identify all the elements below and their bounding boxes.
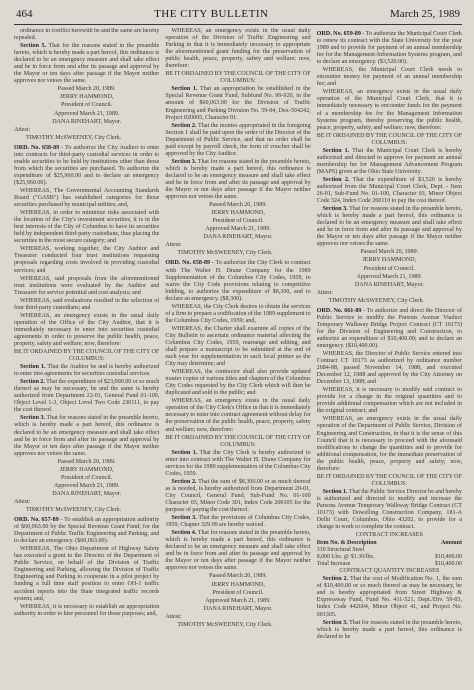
column-paragraph: JERRY HAMMOND, — [211, 581, 265, 588]
column-paragraph: Section 1. That an appropriation be established in the Special Revenue Grant Fund, Subfund No. 99-920, in the amount of $60,063.00 for the Division of Traffic Engineering and Parking Division No. 59-04, Dex-594242, Project 020005, Character 01. — [165, 86, 311, 121]
column-paragraph: WHEREAS, in order to minimize risks associated with the location of the City's investment securities, it is in the best interests of the City of Columbus to have its securities held by independent third-party custodians, thus placing the securities in the most secure category; and — [14, 210, 160, 245]
column-paragraph: WHEREAS, an emergency exists in the usual daily operation of the City Clerk's Office in that it is immediately necessary to enter into contract agreement without delay for the preservation of the public health, peace, property, safety and welfare; now, therefore: — [165, 398, 311, 433]
column-paragraph: Attest: — [14, 126, 31, 133]
column-paragraph: Approved March 21, 1989. — [356, 273, 423, 280]
column-paragraph: Section 1. That the Auditor be and is hereby authorized to enter into agreements for securities custodial services. — [14, 364, 160, 378]
table-row — [317, 561, 462, 568]
column-paragraph: President of Council. — [61, 102, 113, 109]
publication-title: THE CITY BULLETIN — [154, 8, 269, 20]
column-paragraph: TIMOTHY McSWEENEY, City Clerk. — [26, 507, 122, 513]
column-3 — [317, 28, 462, 680]
column-paragraph: ordinance in conflict herewith be and the same are hereby repealed. — [14, 28, 160, 42]
column-paragraph: WHEREAS, the Director of Public Service entered into Contract CT 10173 as authorized by ordinance number 2684-88, passed November 14, 1988, and executed December 12, 1988 and approved by the City Attorney on December 13, 1988; and — [316, 351, 462, 386]
table-cell: Total Increase — [316, 561, 351, 568]
column-paragraph: WHEREAS, the City Clerk desires to obtain the services of a firm to prepare a codification of the 1989 supplement to the Columbus City Codes, 1959; and, — [165, 303, 311, 324]
column-paragraph: Section 2. That the cost of Modification No. 1, the sum of $10,400.00 or so much thereof as may be necessary, be and is hereby appropriated from Street Highway & Expressway Fund, Fund No. 411-521, Dept./Div. 59-03, Index Code 442604, Minor Object 41, and Project No. 001305. — [316, 576, 462, 618]
column-paragraph: Approved March 21, 1989. — [205, 597, 271, 604]
column-paragraph: ORD. No. 661-89 - To authorize and direct the Director of Public Service to modify the Parsons Avenue Viaduct Temporary Walkway Bridge Project Contract (CT 10173) for the Division of Engineering and Construction, to authorize an expenditure of $10,400.00; and to declare an emergency. ($10,400.00). — [316, 307, 462, 349]
column-paragraph: CONTRACT QUANTITY INCREASES — [339, 568, 440, 575]
column-paragraph: WHEREAS, said evaluations resulted in the selection of four third-party custodians; and — [14, 297, 160, 311]
column-paragraph: WHEREAS, the Municipal Court Clerk needs to encounter money for payment of an annual membership fee; and — [316, 67, 462, 88]
table-cell: 310 Structural Steel — [316, 547, 365, 554]
column-paragraph: Attest: — [316, 289, 333, 296]
column-paragraph: Approved March 21, 1989. — [205, 226, 271, 233]
column-paragraph: Attest: — [165, 613, 182, 620]
column-paragraph: Attest: — [14, 498, 31, 505]
column-paragraph: Section 3. That for reasons stated in the preamble hereto, which is hereby made a part hereof, this ordinance is declared to be — [316, 619, 462, 640]
column-paragraph: DANA RINEHART, Mayor. — [52, 490, 122, 497]
column-paragraph: WHEREAS, the contractor shall also provide updated master copies of various titles and chapters of the Columbus City Codes requested by the City Clerk which will then be duplicated and sold to the public; and — [165, 369, 311, 397]
text-columns — [14, 28, 462, 680]
column-paragraph: Passed March 20, 1989. — [57, 458, 116, 465]
column-paragraph: President of Council. — [61, 474, 113, 481]
column-paragraph: Section 5. That for the reasons stated in the preamble hereto, which is hereby made a part hereof, this ordinance is declared to be an emergency measure and shall take effect and be in force from and after its passage and approval by the Mayor or ten days after passage if the Mayor neither approves nor vetoes the same. — [14, 43, 160, 85]
column-paragraph: Approved March 21, 1989. — [53, 482, 120, 489]
column-paragraph: WHEREAS, it is necessary to establish an appropriation authority in order to hire personnel for those purposes; and, — [14, 603, 160, 617]
issue-date: March 25, 1989 — [390, 8, 460, 20]
column-paragraph: TIMOTHY McSWEENEY, City Clerk. — [26, 134, 122, 141]
column-paragraph: Approved March 21, 1989. — [53, 110, 120, 117]
column-paragraph: WHEREAS, The Ohio Department of Highway Safety has executed a grant to the Director of the Department of Public Service, on behalf of the Division of Traffic Engineering and Parking, allowing the Division of Traffic Engineering and Parking to cooperate in a pilot project by funding a full time staff position to enter OH-1 traffic accident reports into the State integrated traffic records system; and, — [14, 546, 160, 602]
column-paragraph: BE IT ORDAINED BY THE COUNCIL OF THE CITY OF COLUMBUS: — [316, 132, 462, 146]
column-paragraph: BE IT ORDAINED BY THE COUNCIL OF THE CITY OF COLUMBUS: — [316, 473, 462, 487]
table-cell: $10,400.00 — [434, 561, 462, 568]
column-paragraph: ORD. No. 658-89 - To authorize the City Clerk to contract with The Walter H. Drane Company for the 1989 Supplementation of the Columbus City Codes, 1959, to waive the City Code provisions relating to competitive bidding, to authorize the expenditure of $8,300, and to declare an emergency. ($8,300). — [165, 260, 311, 302]
column-paragraph: WHEREAS, it is necessary to modify said contract to provide for a change in the original quantities and to provide additional compensation which are not included in the original contract; and — [316, 387, 462, 415]
column-paragraph: President of Council. — [363, 265, 415, 272]
table-cell: 8,000 Lbs. @ $1.30/lbs. — [316, 554, 375, 561]
column-paragraph: Section 3. That for reasons stated in the preamble hereto, which is hereby made a part hereof, this ordinance is declared to be an emergency measure and shall take effect and be in force from and after its passage and approval by the Mayor or ten days after passage if the Mayor neither approves nor vetoes the same. — [316, 206, 462, 248]
column-paragraph: ORD. No. 658-89 - To authorize the City Auditor to enter into contracts for third-party custodial services in order to enable securities to be held by institutions other than those from which the securities are purchased. To authorize the expenditure of $25,960.00 and to declare an emergency ($25,960.00). — [14, 144, 160, 186]
column-paragraph: Section 3. That for reasons stated in the preamble hereto, which is hereby made a part hereof, this ordinance is declared to be an emergency measure and shall take effect and be in force from and after its passage and approval by the Mayor or ten days after passage if the Mayor neither approves nor vetoes the same. — [165, 158, 311, 201]
contract-table-header — [317, 540, 462, 547]
column-paragraph: TIMOTHY McSWEENEY, City Clerk. — [328, 297, 425, 304]
column-paragraph: BE IT ORDAINED BY THE COUNCIL OF THE CITY OF COLUMBUS: — [165, 434, 311, 448]
column-paragraph: WHEREAS, said proposals from the aforementioned trust institutions were evaluated by the Auditor and Treasurer for service potential and cost analysis; and — [14, 275, 160, 296]
column-paragraph: JERRY HAMMOND, — [362, 257, 417, 264]
column-paragraph: WHEREAS, an emergency exists in the usual daily operation of the Division of Traffic Engineering and Parking in that it is immediately necessary to appropriate the aforementioned grant funding for the preservation of public health, peace, property, safety and welfare; now, therefore: — [165, 28, 311, 70]
column-paragraph: Section 3. That the provisions of Columbus City Codes, 1959, Chapter 329.09 are hereby waived. — [165, 515, 311, 529]
header-rule — [14, 24, 462, 25]
column-paragraph: DANA RINEHART, Mayor. — [203, 234, 273, 241]
column-paragraph: Section 2. That the expenditure of $3,520 is hereby authorized from the Municipal Court Clerk, Dept. - Item 26-01, Sub-Fund No. 01-100, Character 03, Minor Object Code 324, Index Code 260110 to pay the cost thereof. — [316, 176, 462, 205]
column-paragraph: President of Council. — [212, 589, 264, 596]
column-paragraph: Section 1. That the City Clerk is hereby authorized to enter into contract with The Walter H. Drane Company for services for the 1989 supplementation of the Columbus City Codes, 1959. — [165, 449, 311, 477]
column-paragraph: DANA RINEHART, Mayor. — [52, 118, 122, 125]
column-2 — [165, 28, 310, 680]
column-paragraph: WHEREAS, an emergency exists in the usual daily operation of the Department of Public Service, Division of Engineering and Construction, in that it is the sense of this Council that it is necessary to proceed with the aforesaid modifications to change the quantities and to provide for additional compensation, for the immediate preservation of the public health, peace, property and safety; now, therefore: — [316, 416, 462, 472]
column-paragraph: President of Council. — [212, 218, 264, 225]
column-paragraph: WHEREAS, the Charter shall examine all copies of the City Bulletin to ascertain ordinance material affecting the Columbus City Codes, 1959, rearrange and editing, and shall prepare a manuscript to be submitted at the end of each year for supplementation in such local printer as the City may determine; and — [165, 325, 311, 368]
column-paragraph: Section 1. That the Public Service Director be and hereby is authorized and directed to modify and increase the Parsons Avenue Temporary Walkway Bridge Contract (CT 10173) with Dowelling Construction Company, 181-A Delhi Court, Columbus, Ohio 43202, to provide for a change in work to complete the contract. — [316, 488, 462, 531]
column-paragraph: DANA RINEHART, Mayor. — [203, 605, 273, 612]
column-paragraph: DANA RINEHART, Mayor. — [354, 281, 424, 288]
column-paragraph: ORD. No. 659-89 - To authorize the Municipal Court Clerk to renew its contract with the State University for the year 1989 and to provide for payment of an annual membership fee for the Management-Information Systems program, and to declare an emergency. ($3,520.00). — [316, 31, 462, 66]
table-header-cell: Item No. & Description — [316, 540, 377, 547]
column-paragraph: ORD. No. 657-89 - To establish an appropriation authority of $60,063.00 by the Special Revenue Grant Fund; for the Department of Public Traffic Engineering and Parking; and to declare an emergency. ($60,063.00). — [14, 517, 160, 545]
column-paragraph: TIMOTHY McSWEENEY, City Clerk. — [177, 250, 273, 257]
table-header-cell: Amount — [440, 540, 462, 547]
column-paragraph: CONTRACT INCREASES — [355, 532, 423, 539]
column-paragraph: JERRY HAMMOND, — [211, 210, 265, 217]
table-cell: $10,400.00 — [434, 554, 462, 561]
column-paragraph: Section 3. That for reasons stated in the preamble hereto, which is hereby made a part hereof, this ordinance is declared to be an emergency measure and shall take effect and be in force from and after its passage and approval by the Mayor or ten days after passage if the Mayor neither approves nor vetoes the same. — [14, 415, 160, 457]
column-paragraph: Passed March 20, 1989. — [209, 202, 267, 209]
column-paragraph: BE IT ORDAINED BY THE COUNCIL OF THE CITY OF COLUMBUS: — [14, 349, 160, 363]
column-paragraph: TIMOTHY McSWEENEY, City Clerk. — [177, 621, 273, 628]
column-paragraph: WHEREAS, working together, the City Auditor and Treasurer conducted four trust institutions requesting proposals regarding costs involved in providing custodial services; and — [14, 246, 160, 274]
column-paragraph: Passed March 20, 1989. — [57, 86, 116, 93]
column-paragraph: Passed March 20, 1989. — [209, 573, 267, 580]
column-paragraph: WHEREAS, The Governmental Accounting Standards Board ("GASB") has established categories for those securities purchased by municipal entities; and, — [14, 187, 160, 209]
column-paragraph: Passed March 20, 1989. — [360, 249, 419, 256]
column-paragraph: Attest: — [165, 242, 182, 249]
column-paragraph: Section 4. That for reasons stated in the preamble hereto, which is hereby made a part hereof, this ordinance is declared to be an emergency measure and shall take effect and be in force from and after its passage and approval by the Mayor or ten days after passage if the Mayor neither approves nor vetoes the same. — [165, 530, 311, 572]
column-paragraph: BE IT ORDAINED BY THE COUNCIL OF THE CITY OF COLUMBUS: — [165, 71, 311, 85]
page-header — [16, 8, 460, 24]
page-number: 464 — [16, 8, 33, 20]
column-paragraph: Section 2. That the sum of $8,300.00 or as much thereof as is needed, is hereby authorized from Department 20-01, City Council, General Fund, Sub-Fund No. 01-100 Character 03, Minor Code 301, Index Code 200105 for the purpose of paying the cost thereof. — [165, 478, 311, 514]
column-paragraph: Section 1. That the Municipal Court Clerk is hereby authorized and directed to approve for payment an annual membership fee for Management Advancement Program (MAPS) given at the Ohio State University. — [316, 147, 462, 175]
column-paragraph: Section 2. That the expenditure of $23,000.00 or so much thereof as may be necessary, be and the same is hereby authorized from Department 22-01, General Fund 01-100, Object Level 1-3, Object Level Two Code 230111, to pay the cost thereof. — [14, 379, 160, 414]
column-paragraph: JERRY HAMMOND, — [59, 466, 114, 473]
column-paragraph: Section 2. That the monies appropriated in the foregoing Section 1 shall be paid upon the order of the Director of the Department of Public Service, and that no order shall be paid except by payroll check, the form of voucher shall be approved by the City Auditor. — [165, 122, 311, 157]
column-paragraph: JERRY HAMMOND, — [59, 94, 114, 101]
column-1 — [14, 28, 159, 680]
column-paragraph: WHEREAS, an emergency exists in the usual daily operation of the Office of the City Auditor, that it is immediately necessary to enter into securities custodial agreements in order to preserve the public health, peace, property, safety and welfare; now, therefore: — [14, 312, 160, 347]
column-paragraph: WHEREAS, an emergency exists in the usual daily operation of the Municipal Court Clerk, that it is immediately necessary to encounter funds for the payment of a membership fee for the Management Information Systems program, thereby preserving the public health, peace, property, safety, and welfare; now, therefore: — [316, 89, 462, 131]
